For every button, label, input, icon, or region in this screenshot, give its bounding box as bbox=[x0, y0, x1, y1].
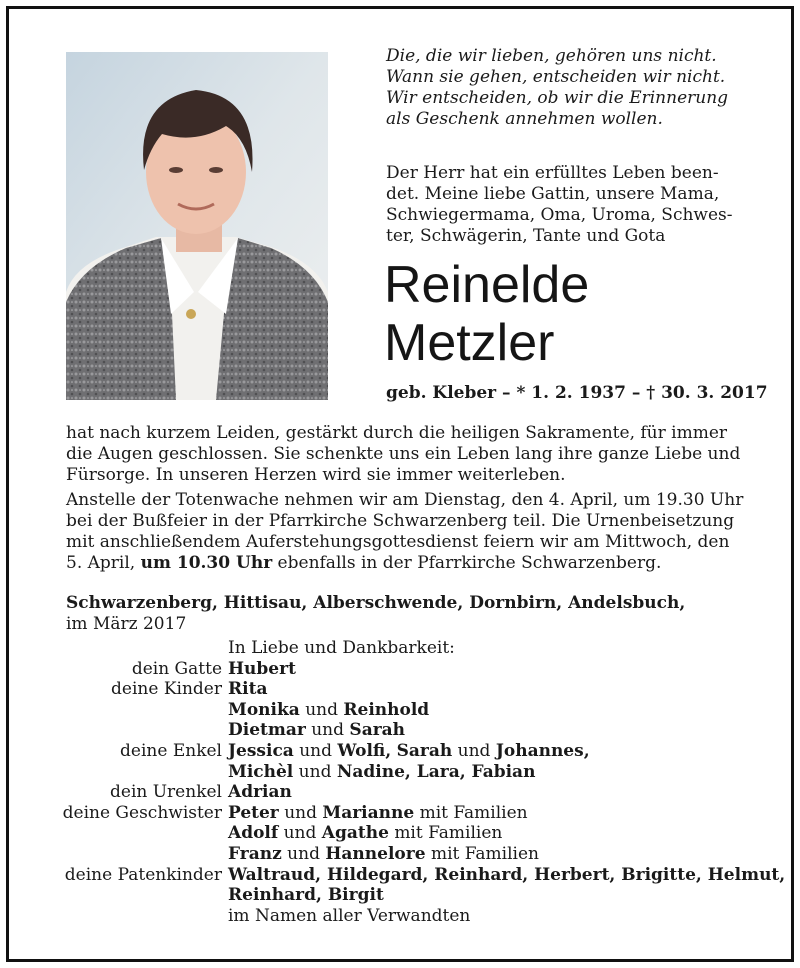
life-dates: geb. Kleber – * 1. 2. 1937 – † 30. 3. 2017 bbox=[386, 383, 768, 403]
relation-label: dein Urenkel bbox=[110, 782, 222, 803]
list-row bbox=[0, 803, 800, 824]
list-row bbox=[0, 720, 800, 741]
mourner-name: Jessica bbox=[228, 740, 294, 761]
mourner-name: Reinhard, Birgit bbox=[228, 885, 384, 906]
text-segment: ebenfalls in der Pfarrkirche Schwarzenberg. bbox=[272, 553, 662, 573]
list-row bbox=[0, 865, 800, 886]
footer-line: im Namen aller Verwandten bbox=[228, 905, 471, 926]
connector-word: und bbox=[287, 843, 320, 864]
quote-line: als Geschenk annehmen wollen. bbox=[386, 109, 663, 129]
quote-block bbox=[386, 46, 746, 130]
mourner-name: Monika bbox=[228, 699, 300, 720]
list-row bbox=[0, 638, 800, 659]
connector-word: und bbox=[284, 802, 317, 823]
quote-line: Die, die wir lieben, gehören uns nicht. bbox=[386, 46, 717, 66]
intro-line: Schwiegermama, Oma, Uroma, Schwes- bbox=[386, 205, 733, 225]
list-row bbox=[0, 885, 800, 906]
mourners-list bbox=[0, 638, 800, 926]
list-row bbox=[0, 679, 800, 700]
mourner-name: Hubert bbox=[228, 658, 296, 679]
paragraph-line: die Augen geschlossen. Sie schenkte uns ein Leben lang ihre ganze Liebe und bbox=[66, 444, 741, 464]
list-row bbox=[0, 659, 800, 680]
connector-word: und bbox=[311, 720, 345, 741]
service-time: um 10.30 Uhr bbox=[140, 553, 273, 573]
mourner-name: Nadine, Lara, Fabian bbox=[336, 761, 536, 782]
places-block bbox=[66, 593, 685, 635]
mourner-name: Marianne bbox=[322, 802, 415, 823]
intro-line: Der Herr hat ein erfülltes Leben been- bbox=[386, 163, 719, 183]
paragraph-line: hat nach kurzem Leiden, gestärkt durch die heiligen Sakramente, für immer bbox=[66, 423, 728, 443]
list-row bbox=[0, 844, 800, 865]
relation-label: deine Patenkinder bbox=[64, 864, 222, 885]
relation-label: dein Gatte bbox=[131, 658, 222, 679]
relation-label: deine Enkel bbox=[120, 740, 222, 761]
paragraph-ceremony bbox=[66, 490, 742, 574]
connector-word: und bbox=[305, 699, 338, 720]
paragraph-line: Fürsorge. In unseren Herzen wird sie immer weiterleben. bbox=[66, 465, 566, 485]
mourner-name: Reinhold bbox=[343, 699, 430, 720]
list-row bbox=[0, 741, 800, 762]
mourner-name: Franz bbox=[228, 843, 282, 864]
relation-label: deine Geschwister bbox=[62, 802, 222, 823]
text-segment: 5. April, bbox=[66, 553, 141, 573]
mourner-name: Johannes, bbox=[495, 740, 590, 761]
place-names: Schwarzenberg, Hittisau, Alberschwende, Dornbirn, Andelsbuch, bbox=[66, 593, 686, 613]
mourner-name: Sarah bbox=[349, 720, 406, 741]
mourner-name: Dietmar bbox=[228, 720, 306, 741]
first-name: Reinelde bbox=[384, 256, 590, 314]
intro-line: ter, Schwägerin, Tante und Gota bbox=[386, 226, 666, 246]
mourner-name: Adrian bbox=[228, 782, 292, 803]
connector-word: und bbox=[298, 761, 332, 782]
list-row bbox=[0, 782, 800, 803]
mourner-name: Peter bbox=[228, 802, 279, 823]
closing-line: In Liebe und Dankbarkeit: bbox=[228, 638, 455, 658]
paragraph-line: bei der Bußfeier in der Pfarrkirche Schwarzenberg teil. Die Urnenbeisetzung bbox=[66, 511, 735, 531]
quote-line: Wann sie gehen, entscheiden wir nicht. bbox=[386, 67, 726, 87]
connector-word: mit Familien bbox=[430, 843, 539, 864]
mourner-name: Wolfi, bbox=[337, 740, 392, 761]
mourner-name: Agathe bbox=[321, 823, 389, 844]
quote-line: Wir entscheiden, ob wir die Erinnerung bbox=[386, 88, 729, 108]
mourner-name: Hannelore bbox=[325, 843, 426, 864]
mourner-name: Michèl bbox=[228, 761, 294, 782]
paragraph-passing bbox=[66, 423, 742, 486]
connector-word: und bbox=[457, 740, 491, 761]
connector-word: mit Familien bbox=[394, 823, 503, 844]
relation-label: deine Kinder bbox=[111, 679, 222, 700]
list-row bbox=[0, 762, 800, 783]
portrait-photo bbox=[66, 52, 328, 400]
connector-word: mit Familien bbox=[419, 802, 528, 823]
paragraph-line: mit anschließendem Auferstehungsgottesdienst feiern wir am Mittwoch, den bbox=[66, 532, 730, 552]
date-line: im März 2017 bbox=[66, 614, 187, 634]
connector-word: und bbox=[283, 823, 317, 844]
mourner-name: Waltraud, Hildegard, Reinhard, Herbert, Brigitte, Helmut, bbox=[228, 864, 786, 885]
intro-line: det. Meine liebe Gattin, unsere Mama, bbox=[386, 184, 720, 204]
list-row bbox=[0, 700, 800, 721]
mourner-name: Adolf bbox=[228, 823, 279, 844]
intro-text bbox=[386, 163, 734, 247]
portrait-illustration bbox=[66, 52, 328, 400]
connector-word: und bbox=[299, 740, 333, 761]
deceased-name bbox=[384, 256, 589, 372]
list-row bbox=[0, 906, 800, 927]
last-name: Metzler bbox=[384, 314, 555, 372]
list-row bbox=[0, 823, 800, 844]
mourner-name: Sarah bbox=[396, 740, 453, 761]
mourner-name: Rita bbox=[228, 679, 268, 700]
paragraph-line: Anstelle der Totenwache nehmen wir am Dienstag, den 4. April, um 19.30 Uhr bbox=[66, 490, 744, 510]
paragraph-line bbox=[66, 553, 742, 574]
